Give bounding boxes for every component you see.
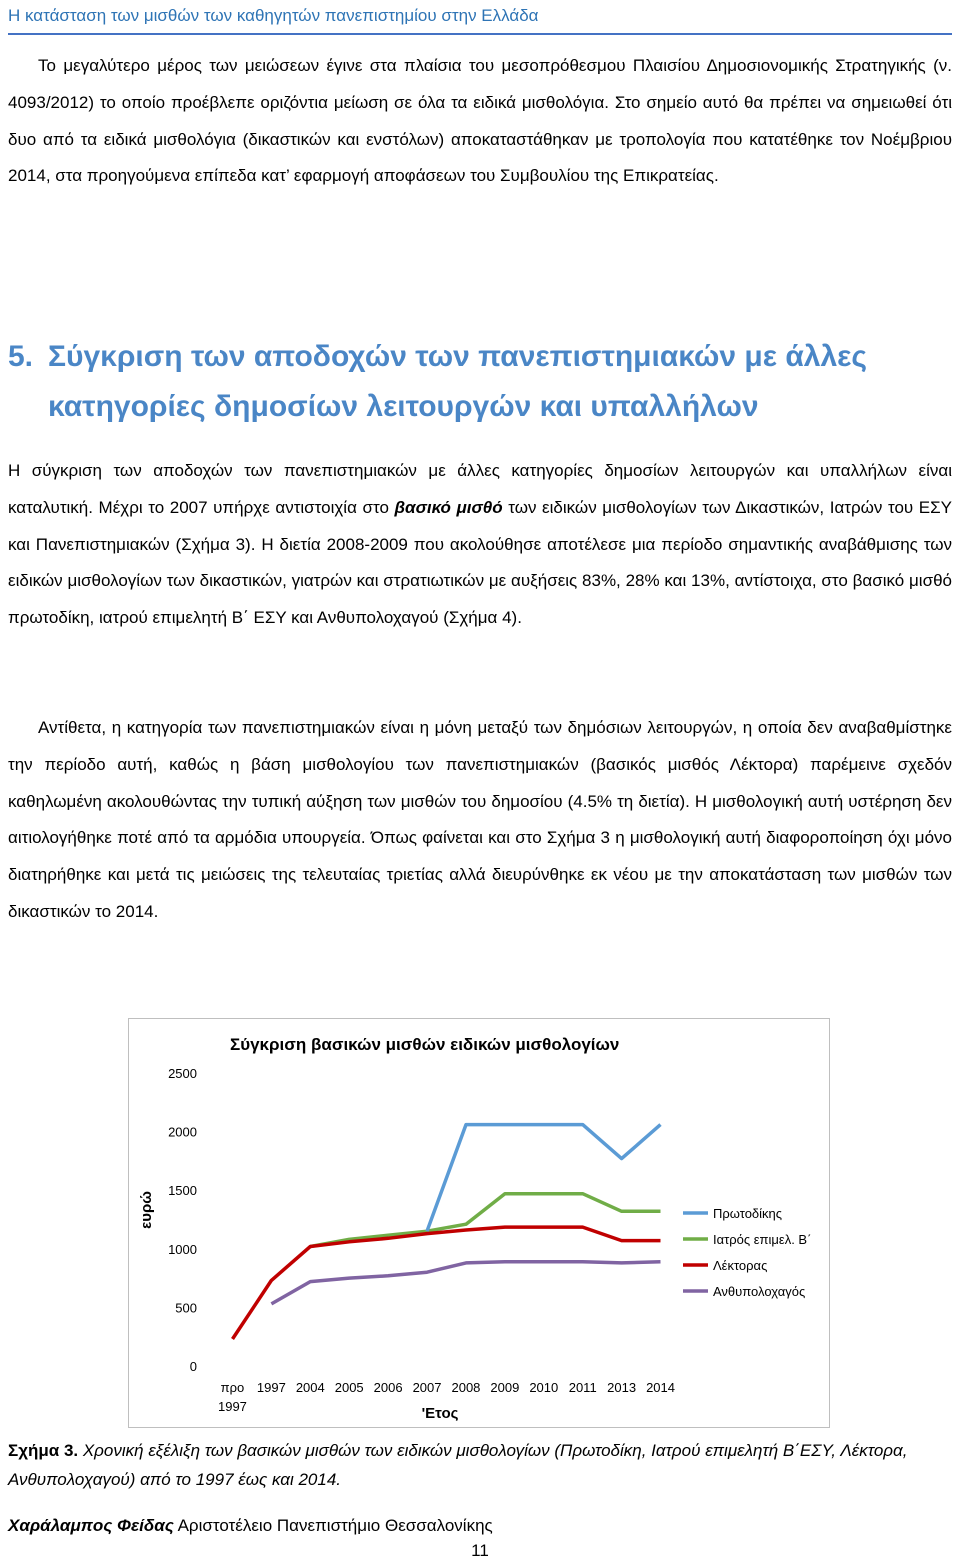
section-title-line2: κατηγορίες δημοσίων λειτουργών και υπαλλήλων [48, 390, 759, 423]
legend-label: Ιατρός επιμελ. Β΄ [713, 1232, 812, 1247]
caption-label: Σχήμα 3. [8, 1441, 79, 1460]
y-tick-label: 1000 [168, 1241, 197, 1257]
x-axis-label: 'Ετος [421, 1405, 459, 1422]
x-tick-label: 2010 [529, 1380, 559, 1395]
section-number: 5. [8, 340, 34, 373]
footer-affiliation: Αριστοτέλειο Πανεπιστήμιο Θεσσαλονίκης [173, 1516, 493, 1535]
x-tick-label: 2009 [490, 1380, 520, 1395]
section-paragraph-2: Αντίθετα, η κατηγορία των πανεπιστημιακών είναι η μόνη μεταξύ των δημόσιων λειτουργών, η οποία δεν αναβαθμίστηκε την περίοδο αυτή, καθώς η βάση μισθολογίου των πανεπιστημιακών (βασικός μισθός Λέκτορα) παρέμεινε σχεδόν καθηλωμένη ακολουθώντας την τυπική αύξηση των μισθών του δημοσίου (4.5% τη διετία). Η μισθολογική αυτή υστέρηση δεν αιτιολογήθηκε ποτέ από τα αρμόδια υπουργεία. Όπως φαίνεται και στο Σχήμα 3 η μισθολογική αυτή διαφοροποίηση όχι μόνο διατηρήθηκε και μετά τις μειώσεις της τελευταίας τριετίας αλλά διευρύνθηκε εκ νέου με την αποκατάσταση των μισθών των δικαστικών το 2014. [8, 718, 952, 921]
y-tick-label: 500 [175, 1300, 197, 1316]
legend-label: Πρωτοδίκης [713, 1206, 783, 1221]
figure-caption [8, 1436, 952, 1494]
header-divider [8, 33, 952, 35]
chart-frame [128, 1018, 830, 1428]
legend-label: Λέκτορας [713, 1258, 768, 1273]
x-tick-label: 2006 [373, 1380, 403, 1395]
chart-title: Σύγκριση βασικών μισθών ειδικών μισθολογίων [230, 1035, 620, 1054]
paragraph-text: των ειδικών μισθολογίων των Δικαστικών, Ιατρών του ΕΣΥ και Πανεπιστημιακών (Σχήμα 3). Η διετία 2008-2009 που ακολούθησε αποτέλεσε μια περίοδο σημαντικής αναβάθμισης των ειδικών μισθολογίων των δικαστικών, γιατρών και στρατιωτικών με αυξήσεις 83%, 28% και 13%, αντίστοιχα, στο βασικό μισθό πρωτοδίκη, ιατρού επιμελητή Β΄ ΕΣΥ και Ανθυπολοχαγού (Σχήμα 4). [8, 497, 952, 628]
y-axis-label: ευρώ [138, 1191, 155, 1229]
section-title-line1: Σύγκριση των αποδοχών των πανεπιστημιακών με άλλες [48, 340, 867, 373]
x-tick-label: 2005 [334, 1380, 364, 1395]
x-tick-label: προ [220, 1380, 245, 1395]
caption-text: Χρονική εξέλιξη των βασικών μισθών των ειδικών μισθολογίων (Πρωτοδίκη, Ιατρού επιμελητή Β΄ΕΣΥ, Λέκτορα, Ανθυπολοχαγού) από το 1997 έως και 2014. [8, 1441, 908, 1489]
y-tick-label: 2500 [168, 1066, 197, 1081]
x-tick-label: 2011 [568, 1380, 597, 1395]
footer-author: Χαράλαμπος Φείδας [8, 1516, 174, 1535]
page-number: 11 [471, 1541, 489, 1560]
x-tick-label: 2014 [646, 1380, 676, 1395]
x-tick-label: 1997 [256, 1380, 286, 1395]
section-paragraph-1 [8, 453, 952, 637]
x-tick-label: 2013 [607, 1380, 637, 1395]
y-tick-label: 2000 [168, 1124, 197, 1140]
y-tick-label: 1500 [168, 1183, 197, 1199]
emphasis-basic-salary: βασικό μισθό [394, 497, 503, 517]
x-tick-label: 2008 [451, 1380, 481, 1395]
paragraph-text: Η σύγκριση των αποδοχών των πανεπιστημιακών με άλλες κατηγορίες δημοσίων λειτουργών και υπαλλήλων είναι καταλυτική. Μέχρι το 2007 υπήρχε αντιστοιχία στο [8, 461, 952, 517]
x-tick-label: 2007 [412, 1380, 442, 1395]
x-tick-label: 1997 [217, 1399, 247, 1414]
y-tick-label: 0 [189, 1359, 197, 1374]
section-heading [8, 332, 952, 432]
intro-paragraph: Το μεγαλύτερο μέρος των μειώσεων έγινε στα πλαίσια του μεσοπρόθεσμου Πλαισίου Δημοσιονομικής Στρατηγικής (ν. 4093/2012) το οποίο προέβλεπε οριζόντια μείωση σε όλα τα ειδικά μισθολόγια. Στο σημείο αυτό θα πρέπει να σημειωθεί ότι δυο από τα ειδικά μισθολόγια (δικαστικών και ενστόλων) αποκαταστάθηκαν με τροπολογία που κατατέθηκε τον Νοέμβριου 2014, στα προηγούμενα επίπεδα κατ’ εφαρμογή αποφάσεων του Συμβουλίου της Επικρατείας. [8, 56, 952, 186]
x-tick-label: 2004 [295, 1380, 325, 1395]
running-header-title: Η κατάσταση των μισθών των καθηγητών πανεπιστημίου στην Ελλάδα [8, 6, 539, 25]
legend-label: Ανθυπολοχαγός [713, 1284, 806, 1299]
page-footer [8, 1516, 493, 1536]
